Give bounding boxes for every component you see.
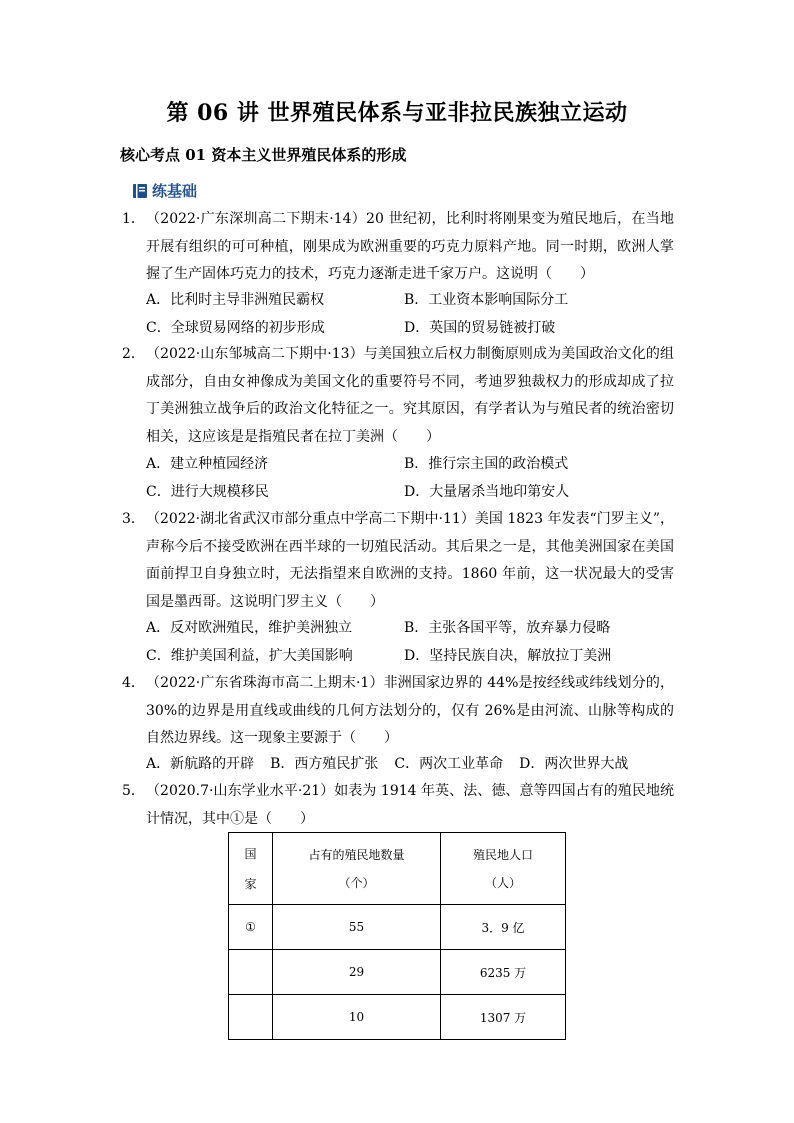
question-2 [122, 341, 674, 451]
header-country: 国 家 [229, 833, 273, 905]
question-number: 3． [122, 511, 145, 527]
question-3 [122, 506, 674, 616]
option-d: D．英国的贸易链被打破 [404, 319, 556, 336]
cell-country: ① [229, 905, 273, 950]
page-title: 第 06 讲 世界殖民体系与亚非拉民族独立运动 [166, 100, 628, 126]
option-a: A．新航路的开辟 [146, 756, 255, 772]
practice-heading [132, 180, 197, 201]
header-colony-count: 占有的殖民地数量 （个） [273, 833, 441, 905]
question-number: 2． [122, 346, 145, 362]
option-b: B．西方殖民扩张 [270, 756, 379, 772]
question-1 [122, 206, 674, 289]
book-icon [132, 183, 148, 199]
cell-population: 1307 万 [441, 995, 566, 1040]
question-number: 1． [122, 211, 145, 227]
question-2-options [146, 451, 686, 506]
question-5 [122, 778, 674, 833]
table-row [229, 950, 566, 995]
cell-count: 55 [273, 905, 441, 950]
question-4-options [146, 751, 686, 779]
option-c: C．全球贸易网络的初步形成 [146, 319, 325, 336]
cell-population: 6235 万 [441, 950, 566, 995]
table-row [229, 995, 566, 1040]
cell-country [229, 950, 273, 995]
cell-country [229, 995, 273, 1040]
option-c: C．两次工业革命 [394, 756, 504, 772]
question-number: 5． [122, 783, 145, 799]
question-4 [122, 670, 674, 753]
question-text: （2020.7·山东学业水平·21）如表为 1914 年英、法、德、意等四国占有的殖民地统计情况，其中①是（ ） [146, 783, 674, 827]
question-1-options [146, 287, 686, 342]
table-header-row [229, 833, 566, 905]
option-a: A．比利时主导非洲殖民霸权 [146, 292, 325, 308]
header-colony-population: 殖民地人口 （人） [441, 833, 566, 905]
option-b: B．工业资本影响国际分工 [404, 292, 569, 308]
colony-stats-table [228, 832, 566, 1040]
option-d: D．坚持民族自决，解放拉丁美洲 [404, 647, 612, 664]
cell-count: 10 [273, 995, 441, 1040]
question-text: （2022·广东省珠海市高二上期末·1）非洲国家边界的 44%是按经线或纬线划分的，30%的边界是用直线或曲线的几何方法划分的，仅有 26%是由河流、山脉等构成的自然边界线。这一现象主要源于（ ） [146, 675, 674, 746]
question-number: 4． [122, 675, 145, 691]
question-text: （2022·山东邹城高二下期中·13）与美国独立后权力制衡原则成为美国政治文化的组成部分，自由女神像成为美国文化的重要符号不同，考迪罗独裁权力的形成却成了拉丁美洲独立战争后的政治文化特征之一。究其原因，有学者认为与殖民者的统治密切相关，这应该是是指殖民者在拉丁美洲（ ） [146, 346, 674, 445]
option-b: B．主张各国平等，放弃暴力侵略 [404, 620, 611, 636]
table-row [229, 905, 566, 950]
option-b: B．推行宗主国的政治模式 [404, 456, 569, 472]
option-a: A．建立种植园经济 [146, 456, 269, 472]
practice-label: 练基础 [152, 182, 198, 200]
option-a: A．反对欧洲殖民，维护美洲独立 [146, 620, 353, 636]
option-c: C．进行大规模移民 [146, 483, 269, 500]
option-c: C．维护美国利益，扩大美国影响 [146, 647, 353, 664]
section-title: 核心考点 01 资本主义世界殖民体系的形成 [120, 146, 407, 164]
cell-population: 3．9 亿 [441, 905, 566, 950]
option-d: D．两次世界大战 [519, 756, 629, 772]
option-d: D．大量屠杀当地印第安人 [404, 483, 570, 500]
question-text: （2022·广东深圳高二下期末·14）20 世纪初，比利时将刚果变为殖民地后，在当地开展有组织的可可种植，刚果成为欧洲重要的巧克力原料产地。同一时期，欧洲人掌握了生产固体巧克力的技术，巧克力逐渐走进千家万户。这说明（ ） [146, 211, 674, 282]
question-text: （2022·湖北省武汉市部分重点中学高二下期中·11）美国 1823 年发表“门罗主义”，声称今后不接受欧洲在西半球的一切殖民活动。其后果之一是，其他美洲国家在美国面前捍卫自身独立时，无法指望来自欧洲的支持。1860 年前，这一状况最大的受害国是墨西哥。这说明门罗主义（ ） [146, 511, 674, 610]
cell-count: 29 [273, 950, 441, 995]
question-3-options [146, 615, 686, 670]
